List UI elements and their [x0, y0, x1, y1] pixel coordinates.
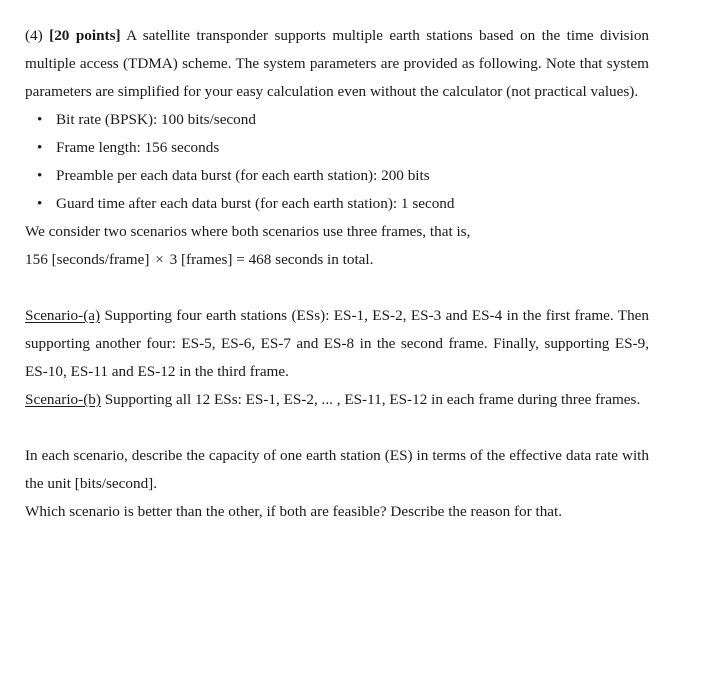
list-item: [25, 134, 649, 162]
frames-formula: [25, 246, 649, 274]
consider-line: We consider two scenarios where both scenarios use three frames, that is,: [25, 223, 471, 240]
scenario-a-text: Supporting four earth stations (ESs): ES-1, ES-2, ES-3 and ES-4 in the first frame. Then supporting another four: ES-5, ES-6, ES-7 and ES-8 in the second frame. Finally, supporting ES-9, ES-10, ES-11 and ES-12 in the third frame.: [25, 307, 650, 380]
parameter-list: [25, 106, 649, 218]
question-intro-text: A satellite transponder supports multiple earth stations based on the time division multiple access (TDMA) scheme. The system parameters are provided as following. Note that system parameters are simplified for your easy calculation even without the calculator (not practical values).: [25, 27, 650, 100]
task-1-paragraph: In each scenario, describe the capacity of one earth station (ES) in terms of the effective data rate with the unit [bits/second].: [25, 447, 649, 492]
bullet-icon: •: [37, 111, 43, 128]
question-points: [20 points]: [49, 27, 121, 44]
scenario-b-paragraph: [25, 386, 649, 414]
bullet-icon: •: [37, 167, 43, 184]
question-number: (4): [25, 27, 43, 44]
spacer: [25, 414, 649, 442]
question-intro-paragraph: [25, 22, 649, 106]
parameter-text: Guard time after each data burst (for each earth station): 1 second: [56, 195, 455, 212]
formula-right: 3 [frames] = 468 seconds in total.: [169, 251, 374, 268]
multiply-symbol: ×: [155, 251, 164, 268]
parameter-text: Preamble per each data burst (for each earth station): 200 bits: [56, 167, 430, 184]
list-item: [25, 190, 649, 218]
formula-left: 156 [seconds/frame]: [25, 251, 150, 268]
scenario-b-text: Supporting all 12 ESs: ES-1, ES-2, ... , ES-11, ES-12 in each frame during three frames.: [104, 391, 641, 408]
scenario-b-label: Scenario-(b): [25, 391, 101, 408]
spacer: [25, 274, 649, 302]
list-item: [25, 162, 649, 190]
scenario-a-paragraph: [25, 302, 649, 386]
list-item: [25, 106, 649, 134]
scenario-a-label: Scenario-(a): [25, 307, 101, 324]
bullet-icon: •: [37, 139, 43, 156]
question-page: [25, 22, 649, 526]
parameter-text: Frame length: 156 seconds: [56, 139, 220, 156]
bullet-icon: •: [37, 195, 43, 212]
parameter-text: Bit rate (BPSK): 100 bits/second: [56, 111, 256, 128]
task-2-paragraph: Which scenario is better than the other, if both are feasible? Describe the reason for that.: [25, 503, 563, 520]
